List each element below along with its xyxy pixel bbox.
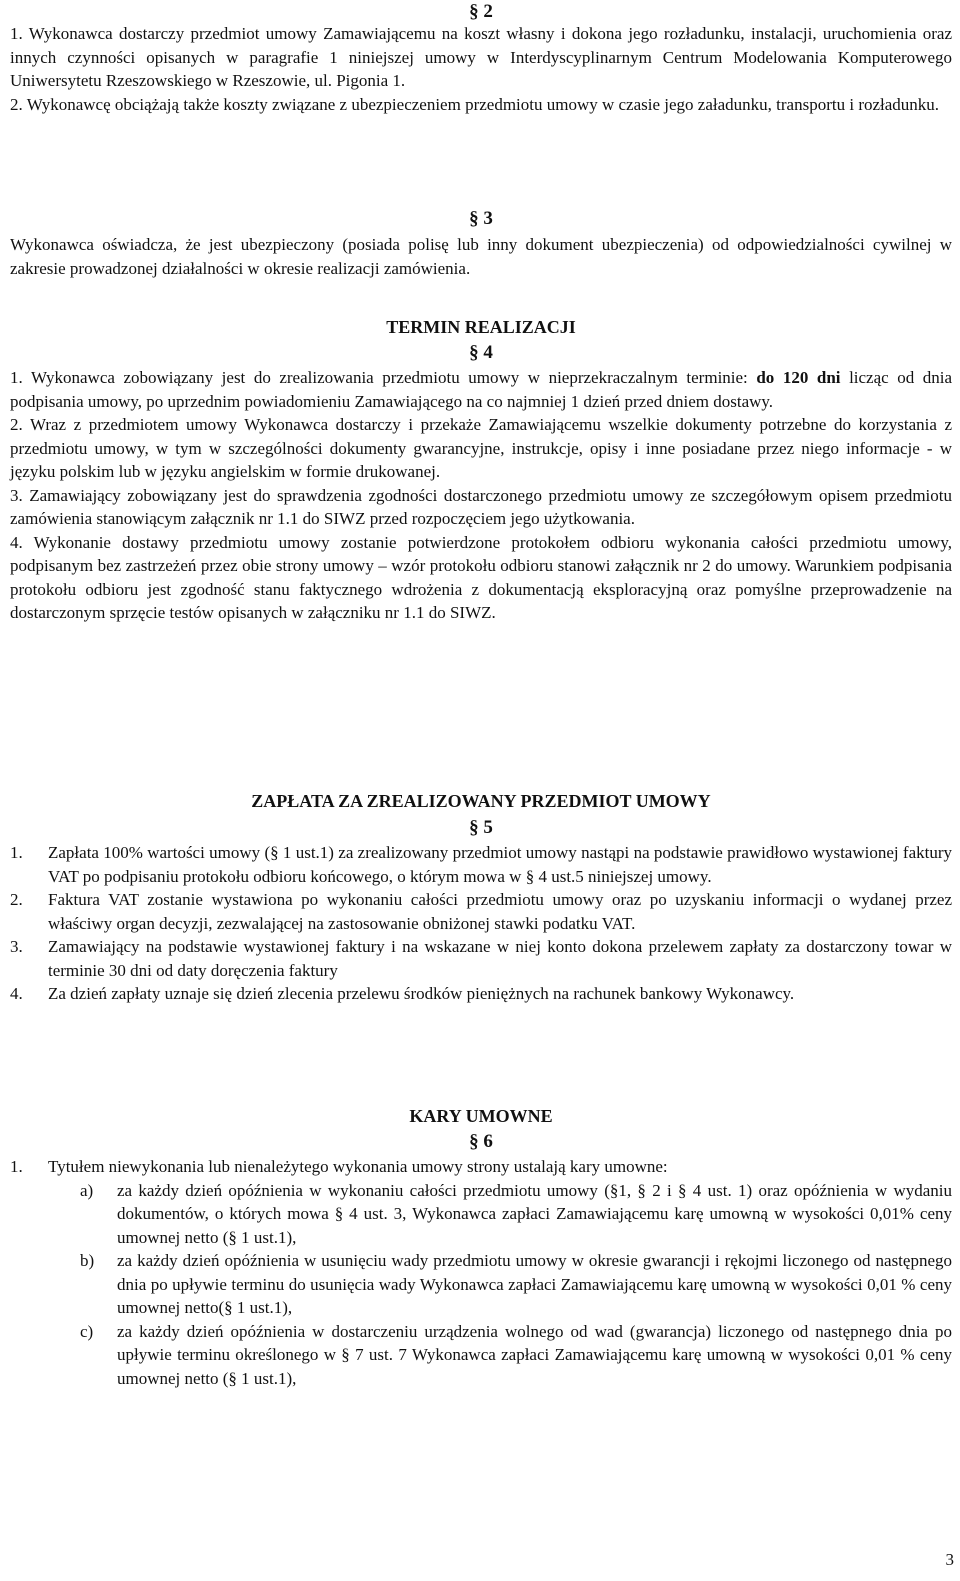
s3-text: Wykonawca oświadcza, że jest ubezpieczony (posiada polisę lub inny dokument ubezpieczenia) od odpowiedzialności cywilnej w zakresie prowadzonej działalności w okresie realizacji zamówienia. [10, 235, 952, 278]
sub-text: za każdy dzień opóźnienia w dostarczeniu urządzenia wolnego od wad (gwarancja) liczonego od następnego dnia po upływie terminu określonego w § 7 ust. 7 Wykonawca zapłaci Zamawiającemu karę umowną w wysokości 0,01 % ceny umownej netto (§ 1 ust.1), [117, 1321, 952, 1388]
section-2 [10, 22, 952, 116]
s4-item-3 [10, 484, 952, 531]
item-text: Zamawiający zobowiązany jest do sprawdzenia zgodności dostarczonego przedmiotu umowy ze szczegółowym opisem przedmiotu zamówienia stanowiącym załącznik nr 1.1 do SIWZ przed rozpoczęciem jego użytkowania. [10, 485, 952, 528]
item-number: 2. [10, 415, 23, 434]
item-text-before: Wykonawca zobowiązany jest do zrealizowania przedmiotu umowy w nieprzekraczalnym terminie: [30, 368, 748, 387]
item-number: 4. [10, 532, 23, 552]
section-5-heading: § 5 [469, 817, 493, 838]
s5-item-2 [10, 888, 952, 935]
item-number: 2. [10, 94, 23, 114]
section-2-heading: § 2 [469, 1, 493, 22]
s2-item-1 [10, 22, 952, 93]
sub-letter: a) [80, 1180, 94, 1200]
item-number: 1. [10, 1157, 23, 1176]
item-text: Wraz z przedmiotem umowy Wykonawca dostarczy i przekaże Zamawiającemu wszelkie dokumenty potrzebne do korzystania z przedmiotu umowy, w tym w szczególności dokumenty gwarancyjne, instrukcje, opisy i inne posiadane przez niego informacje - w języku polskim lub w języku angielskim w formie drukowanej. [10, 415, 952, 481]
item-text: Faktura VAT zostanie wystawiona po wykonaniu całości przedmiotu umowy oraz po uzyskaniu informacji o wydanej przez właściwy organ decyzji, zezwalającej na zastosowanie obniżonej stawki podatku VAT. [48, 890, 952, 933]
section-4-title: TERMIN REALIZACJI [386, 317, 576, 337]
item-text: Wykonawca dostarczy przedmiot umowy Zamawiającemu na koszt własny i dokona jego rozładunku, instalacji, uruchomienia oraz innych czynności opisanych w paragrafie 1 niniejszej umowy w Interdyscyplinarnym Centrum Modelowania Komputerowego Uniwersytetu Rzeszowskiego w Rzeszowie, ul. Pigonia 1. [10, 24, 952, 90]
section-6-heading: § 6 [469, 1131, 493, 1152]
section-4 [10, 366, 952, 625]
item-text: Zamawiający na podstawie wystawionej faktury i na wskazane w niej konto dokona przelewem zapłaty za dostarczony towar w terminie 30 dni od daty doręczenia faktury [48, 937, 952, 980]
section-6 [10, 1155, 952, 1390]
s6-intro [10, 1155, 952, 1179]
s2-item-2 [10, 93, 952, 117]
item-text: Za dzień zapłaty uznaje się dzień zlecenia przelewu środków pieniężnych na rachunek bankowy Wykonawcy. [48, 984, 795, 1003]
s5-item-3 [10, 935, 952, 982]
item-number: 1. [10, 843, 23, 862]
s4-item-1 [10, 366, 952, 413]
s6-sub-a [10, 1179, 952, 1250]
section-3 [10, 233, 952, 280]
page-number: 3 [945, 1550, 954, 1569]
s5-item-1 [10, 841, 952, 888]
sub-letter: b) [80, 1251, 95, 1270]
item-number: 3. [10, 937, 23, 956]
sub-text: za każdy dzień opóźnienia w usunięciu wady przedmiotu umowy w okresie gwarancji i rękojmi liczonego od następnego dnia po upływie terminu do usunięcia wady Wykonawca zapłaci Zamawiającemu karę umowną w wysokości 0,01 % ceny umownej netto(§ 1 ust.1), [117, 1251, 952, 1317]
sub-text: za każdy dzień opóźnienia w wykonaniu całości przedmiotu umowy (§1, § 2 i § 4 ust. 1) oraz opóźnienia w wydaniu dokumentów, o których mowa § 4 ust. 3, Wykonawca zapłaci Zamawiającemu karę umowną w wysokości 0,01% ceny umownej netto (§ 1 ust.1), [117, 1180, 952, 1247]
item-number: 2. [10, 890, 23, 909]
item-text: Tytułem niewykonania lub nienależytego wykonania umowy strony ustalają kary umowne: [48, 1157, 668, 1176]
item-number: 3. [10, 485, 23, 505]
s4-item-2 [10, 413, 952, 484]
section-6-title: KARY UMOWNE [409, 1106, 553, 1126]
s6-sub-c [10, 1320, 952, 1391]
section-4-heading: § 4 [469, 342, 493, 363]
item-text-after: licząc od dnia podpisania umowy, po uprzednim powiadomieniu Zamawiającego na co najmniej 1 dzień przed dniem dostawy. [10, 368, 953, 411]
item-number: 1. [10, 368, 23, 387]
s5-item-4 [10, 982, 952, 1006]
item-number: 1. [10, 24, 23, 43]
section-5-title: ZAPŁATA ZA ZREALIZOWANY PRZEDMIOT UMOWY [251, 791, 711, 811]
item-text: Zapłata 100% wartości umowy (§ 1 ust.1) za zrealizowany przedmiot umowy nastąpi na podstawie prawidłowo wystawionej faktury VAT po podpisaniu protokołu odbioru końcowego, o którym mowa w § 4 ust.5 niniejszej umowy. [48, 843, 952, 886]
item-text: Wykonawcę obciążają także koszty związane z ubezpieczeniem przedmiotu umowy w czasie jego załadunku, transportu i rozładunku. [26, 94, 940, 114]
item-number: 4. [10, 984, 23, 1003]
section-5 [10, 841, 952, 1006]
s4-item-4 [10, 531, 952, 625]
sub-letter: c) [80, 1321, 94, 1341]
s6-sub-b [10, 1249, 952, 1320]
item-text: Wykonanie dostawy przedmiotu umowy zostanie potwierdzone protokołem odbioru wykonania całości przedmiotu umowy, podpisanym bez zastrzeżeń przez obie strony umowy – wzór protokołu odbioru stanowi załącznik nr 2 do umowy. Warunkiem podpisania protokołu odbioru jest zgodność stanu faktycznego wdrożenia z dokumentacją eksploracyjną oraz pomyślne przeprowadzenie na dostarczonym sprzęcie testów opisanych w załączniku nr 1.1 do SIWZ. [10, 532, 952, 622]
section-3-heading: § 3 [469, 208, 493, 229]
deadline-bold: do 120 dni [756, 368, 841, 387]
